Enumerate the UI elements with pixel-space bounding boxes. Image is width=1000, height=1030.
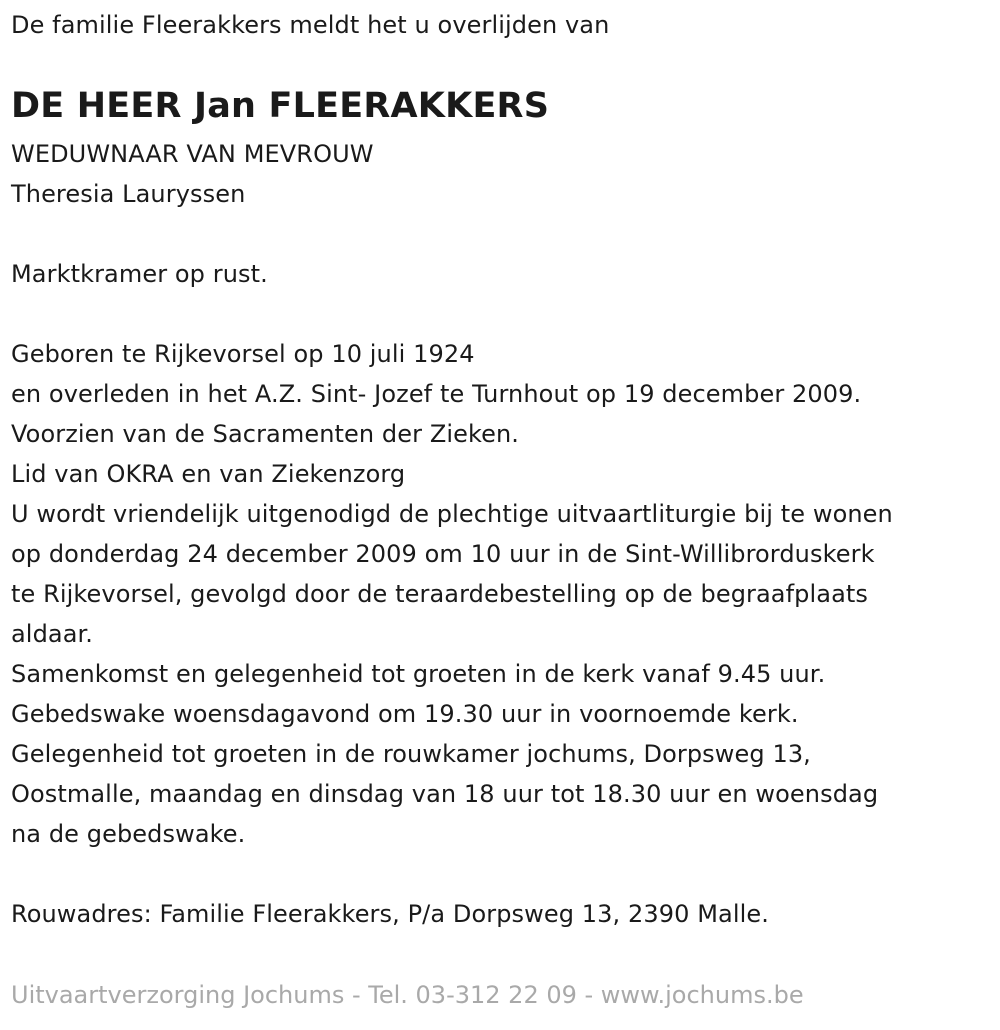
detail-line: na de gebedswake. [11, 820, 246, 848]
spouse-title: WEDUWNAAR VAN MEVROUW [11, 140, 374, 168]
notice-body [11, 134, 893, 934]
detail-line: op donderdag 24 december 2009 om 10 uur in de Sint-Willibrorduskerk [11, 540, 875, 568]
detail-line: te Rijkevorsel, gevolgd door de teraardebestelling op de begraafplaats [11, 580, 868, 608]
occupation: Marktkramer op rust. [11, 260, 268, 288]
spouse-name: Theresia Lauryssen [11, 180, 246, 208]
detail-line: aldaar. [11, 620, 94, 648]
detail-line: en overleden in het A.Z. Sint- Jozef te Turnhout op 19 december 2009. [11, 380, 862, 408]
intro-text: De familie Fleerakkers meldt het u overlijden van [11, 11, 610, 39]
detail-line: Gelegenheid tot groeten in de rouwkamer jochums, Dorpsweg 13, [11, 740, 811, 768]
spacer [11, 294, 893, 334]
detail-line: U wordt vriendelijk uitgenodigd de plechtige uitvaartliturgie bij te wonen [11, 500, 893, 528]
deceased-name: DE HEER Jan FLEERAKKERS [11, 86, 550, 126]
detail-line: Oostmalle, maandag en dinsdag van 18 uur tot 18.30 uur en woensdag [11, 780, 879, 808]
mourning-address: Rouwadres: Familie Fleerakkers, P/a Dorpsweg 13, 2390 Malle. [11, 900, 769, 928]
spacer [11, 214, 893, 254]
spacer [11, 854, 893, 894]
funeral-home-footer: Uitvaartverzorging Jochums - Tel. 03-312 22 09 - www.jochums.be [11, 981, 804, 1009]
detail-line: Samenkomst en gelegenheid tot groeten in de kerk vanaf 9.45 uur. [11, 660, 826, 688]
detail-line: Geboren te Rijkevorsel op 10 juli 1924 [11, 340, 475, 368]
detail-line: Gebedswake woensdagavond om 19.30 uur in voornoemde kerk. [11, 700, 799, 728]
detail-line: Lid van OKRA en van Ziekenzorg [11, 460, 406, 488]
detail-line: Voorzien van de Sacramenten der Zieken. [11, 420, 520, 448]
